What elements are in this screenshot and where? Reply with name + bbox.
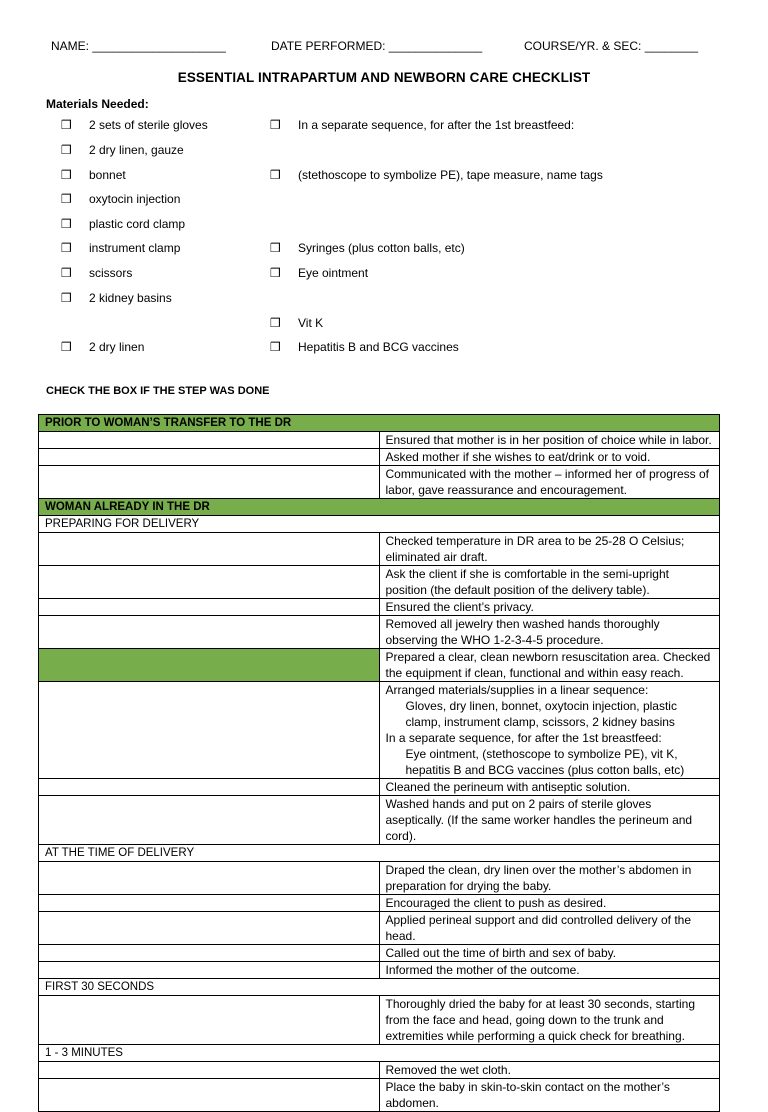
step-text: Thoroughly dried the baby for at least 30 seconds, starting from the face and head, going down to the trunk and extremities while performing a quick check for breathing.: [379, 996, 720, 1045]
checkbox-icon[interactable]: ❒: [270, 241, 281, 255]
table-row: [39, 1079, 720, 1112]
subsection-header: [39, 1045, 720, 1062]
checkbox-icon[interactable]: ❒: [61, 266, 72, 280]
material-item: 2 sets of sterile gloves: [89, 118, 208, 132]
material-item: bonnet: [89, 168, 126, 182]
step-text: Ensured the client’s privacy.: [379, 599, 720, 616]
checkbox-icon[interactable]: ❒: [61, 241, 72, 255]
material-item: 2 kidney basins: [89, 291, 172, 305]
table-row: [39, 862, 720, 895]
section-header: [39, 499, 720, 516]
subsection-title: PREPARING FOR DELIVERY: [39, 516, 720, 533]
done-checkbox-cell[interactable]: [39, 962, 380, 979]
step-text: Draped the clean, dry linen over the mother’s abdomen in preparation for drying the baby.: [379, 862, 720, 895]
material-item: oxytocin injection: [89, 192, 181, 206]
done-checkbox-cell[interactable]: [39, 466, 380, 499]
material-item: plastic cord clamp: [89, 217, 186, 231]
arranged-line: Arranged materials/supplies in a linear sequence:: [385, 683, 649, 697]
table-row: [39, 912, 720, 945]
checkbox-icon[interactable]: ❒: [61, 291, 72, 305]
done-checkbox-cell[interactable]: [39, 566, 380, 599]
material-item: 2 dry linen, gauze: [89, 143, 184, 157]
material-item: scissors: [89, 266, 133, 280]
step-text: Asked mother if she wishes to eat/drink or to void.: [379, 449, 720, 466]
subsection-title: 1 - 3 MINUTES: [39, 1045, 720, 1062]
done-checkbox-cell[interactable]: [39, 779, 380, 796]
step-text: Washed hands and put on 2 pairs of sterile gloves aseptically. (If the same worker handles the perineum and cord).: [379, 796, 720, 845]
check-instruction: CHECK THE BOX IF THE STEP WAS DONE: [46, 385, 270, 397]
arranged-line: Gloves, dry linen, bonnet, oxytocin injection, plastic clamp, instrument clamp, scissors, 2 kidney basins: [405, 699, 677, 729]
step-text: Cleaned the perineum with antiseptic solution.: [379, 779, 720, 796]
table-row: [39, 449, 720, 466]
course-year-section-label: COURSE/YR. & SEC: ________: [524, 39, 699, 53]
done-checkbox-cell[interactable]: [39, 912, 380, 945]
step-text: Checked temperature in DR area to be 25-28 O Celsius; eliminated air draft.: [379, 533, 720, 566]
checkbox-icon[interactable]: ❒: [61, 192, 72, 206]
checkbox-icon[interactable]: ❒: [270, 168, 281, 182]
done-checkbox-cell[interactable]: [39, 599, 380, 616]
step-text: Called out the time of birth and sex of baby.: [379, 945, 720, 962]
done-checkbox-cell[interactable]: [39, 449, 380, 466]
table-row: [39, 895, 720, 912]
name-field-label: NAME: ____________________: [51, 39, 226, 53]
step-text-arranged: [379, 682, 720, 779]
step-text: Informed the mother of the outcome.: [379, 962, 720, 979]
material-item: Hepatitis B and BCG vaccines: [298, 340, 459, 354]
checkbox-icon[interactable]: ❒: [270, 340, 281, 354]
checkbox-icon[interactable]: ❒: [270, 266, 281, 280]
step-text: Prepared a clear, clean newborn resuscitation area. Checked the equipment if clean, functional and within easy reach.: [379, 649, 720, 682]
table-row: [39, 945, 720, 962]
done-checkbox-cell[interactable]: [39, 796, 380, 845]
section-header: [39, 415, 720, 432]
section-title: WOMAN ALREADY IN THE DR: [39, 499, 720, 516]
step-text: Communicated with the mother – informed her of progress of labor, gave reassurance and encouragement.: [379, 466, 720, 499]
step-text: Removed the wet cloth.: [379, 1062, 720, 1079]
table-row: [39, 533, 720, 566]
arranged-line: In a separate sequence, for after the 1st breastfeed:: [385, 731, 662, 745]
subsection-title: FIRST 30 SECONDS: [39, 979, 720, 996]
material-item: (stethoscope to symbolize PE), tape measure, name tags: [298, 168, 603, 182]
table-row: [39, 466, 720, 499]
done-checkbox-cell[interactable]: [39, 1062, 380, 1079]
done-checkbox-cell[interactable]: [39, 682, 380, 779]
step-text: Encouraged the client to push as desired.: [379, 895, 720, 912]
checklist-table: [38, 414, 720, 1112]
done-checkbox-cell[interactable]: [39, 1079, 380, 1112]
done-checkbox-cell[interactable]: [39, 996, 380, 1045]
table-row: [39, 996, 720, 1045]
step-text: Place the baby in skin-to-skin contact on the mother’s abdomen.: [379, 1079, 720, 1112]
checkbox-icon[interactable]: ❒: [61, 168, 72, 182]
done-checkbox-cell-checked[interactable]: [39, 649, 380, 682]
table-row: [39, 1062, 720, 1079]
arranged-line: Eye ointment, (stethoscope to symbolize PE), vit K, hepatitis B and BCG vaccines (plus cotton balls, etc): [405, 747, 685, 777]
table-row: [39, 432, 720, 449]
checkbox-icon[interactable]: ❒: [61, 217, 72, 231]
step-text: Applied perineal support and did controlled delivery of the head.: [379, 912, 720, 945]
subsection-header: [39, 845, 720, 862]
step-text: Ensured that mother is in her position of choice while in labor.: [379, 432, 720, 449]
done-checkbox-cell[interactable]: [39, 616, 380, 649]
checkbox-icon[interactable]: ❒: [61, 118, 72, 132]
checkbox-icon[interactable]: ❒: [61, 143, 72, 157]
table-row: [39, 682, 720, 779]
materials-heading: Materials Needed:: [46, 97, 149, 111]
section-title: PRIOR TO WOMAN’S TRANSFER TO THE DR: [39, 415, 720, 432]
checklist-title: ESSENTIAL INTRAPARTUM AND NEWBORN CARE CHECKLIST: [177, 70, 591, 85]
material-item: instrument clamp: [89, 241, 181, 255]
material-item: Vit K: [298, 316, 324, 330]
done-checkbox-cell[interactable]: [39, 945, 380, 962]
done-checkbox-cell[interactable]: [39, 895, 380, 912]
table-row: [39, 616, 720, 649]
table-row: [39, 566, 720, 599]
date-performed-label: DATE PERFORMED: ______________: [271, 39, 483, 53]
material-item: Eye ointment: [298, 266, 369, 280]
checkbox-icon[interactable]: ❒: [270, 316, 281, 330]
subsection-header: [39, 516, 720, 533]
table-row: [39, 779, 720, 796]
done-checkbox-cell[interactable]: [39, 533, 380, 566]
subsection-title: AT THE TIME OF DELIVERY: [39, 845, 720, 862]
step-text: Removed all jewelry then washed hands thoroughly observing the WHO 1-2-3-4-5 procedure.: [379, 616, 720, 649]
table-row: [39, 962, 720, 979]
table-row: [39, 796, 720, 845]
material-item: In a separate sequence, for after the 1st breastfeed:: [298, 118, 575, 132]
done-checkbox-cell[interactable]: [39, 432, 380, 449]
material-item: Syringes (plus cotton balls, etc): [298, 241, 465, 255]
table-row: [39, 649, 720, 682]
table-row: [39, 599, 720, 616]
done-checkbox-cell[interactable]: [39, 862, 380, 895]
step-text: Ask the client if she is comfortable in the semi-upright position (the default position of the delivery table).: [379, 566, 720, 599]
subsection-header: [39, 979, 720, 996]
checkbox-icon[interactable]: ❒: [61, 340, 72, 354]
checkbox-icon[interactable]: ❒: [270, 118, 281, 132]
material-item: 2 dry linen: [89, 340, 145, 354]
